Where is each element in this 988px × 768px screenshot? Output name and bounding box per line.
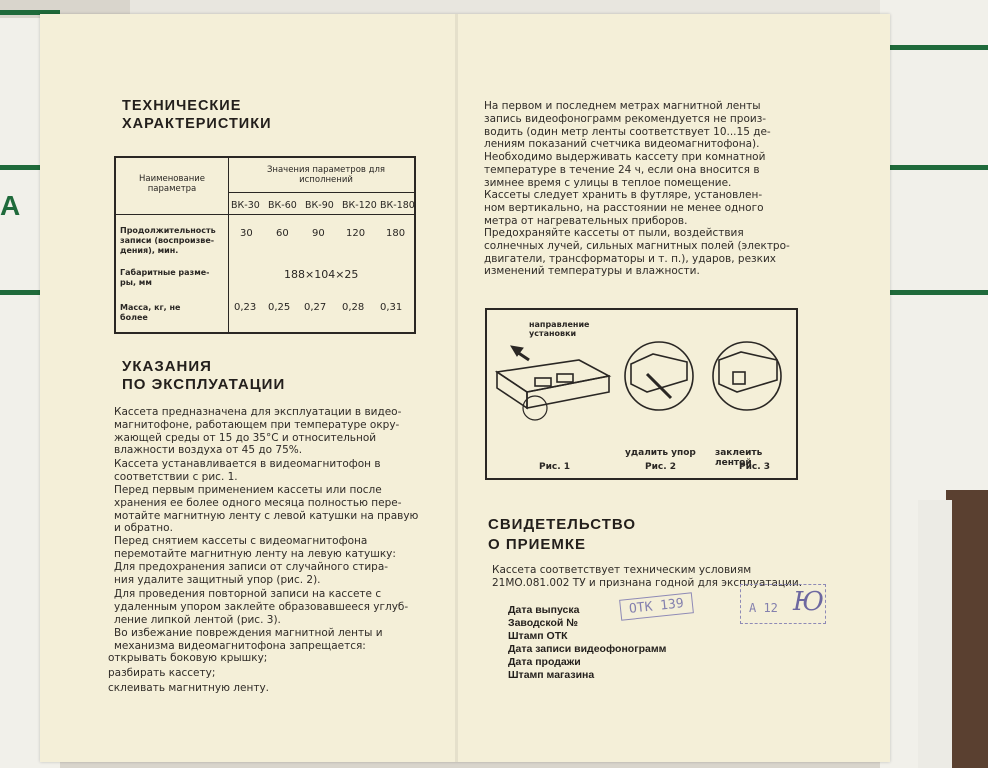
background-stripe bbox=[880, 45, 988, 50]
storage-paragraph: На первом и последнем метрах магнитной ленты запись видеофонограмм рекомендуется не произ- водить (один метр ленты соответствует 10...15 де- лениям показаний счетчика видеомагнитофона). bbox=[484, 100, 771, 151]
version-label: ВК-30 bbox=[231, 200, 260, 211]
storage-paragraph: Кассеты следует хранить в футляре, установлен- ном вертикально, на расстоянии не менее одного метра от нагревательных приборов. bbox=[484, 189, 764, 227]
usage-prohibited-list: открывать боковую крышку; разбирать кассету; склеивать магнитную ленту. bbox=[108, 652, 270, 694]
field-release-date: Дата выпуска bbox=[508, 604, 580, 616]
remove-stop-label: удалить упор bbox=[625, 448, 696, 458]
fig1-caption: Рис. 1 bbox=[539, 462, 571, 472]
duration-value: 180 bbox=[386, 228, 406, 239]
row-label-dimensions: Габаритные разме-ры, мм bbox=[120, 268, 210, 287]
table-divider bbox=[228, 158, 229, 332]
figure-box bbox=[485, 308, 798, 480]
tech-specs-title: ТЕХНИЧЕСКИЕ ХАРАКТЕРИСТИКИ bbox=[122, 98, 272, 132]
usage-paragraph: Перед снятием кассеты с видеомагнитофона перемотайте магнитную ленту на левую катушку: bbox=[114, 535, 396, 560]
certificate-text: Кассета соответствует техническим условиям 21МО.081.002 ТУ и признана годной для эксплуатации. bbox=[492, 564, 803, 589]
specs-table bbox=[114, 156, 416, 334]
wooden-surface bbox=[946, 490, 988, 768]
usage-paragraph: Для проведения повторной записи на кассете с удаленным упором заклейте образовавшееся углуб- ление липкой лентой (рис. 3). bbox=[114, 588, 409, 626]
mass-value: 0,25 bbox=[268, 302, 291, 313]
certificate-title: СВИДЕТЕЛЬСТВО О ПРИЕМКЕ bbox=[488, 516, 636, 553]
fig2-caption: Рис. 2 bbox=[645, 462, 677, 472]
field-store-stamp: Штамп магазина bbox=[508, 669, 595, 681]
mass-value: 0,31 bbox=[380, 302, 403, 313]
storage-paragraph: Необходимо выдерживать кассету при комнатной температуре в течение 24 ч, если она вносится в зимнее время с улицы в теплое помещение. bbox=[484, 151, 766, 189]
field-sale-date: Дата продажи bbox=[508, 656, 581, 668]
version-label: ВК-180 bbox=[380, 200, 415, 211]
duration-value: 120 bbox=[346, 228, 366, 239]
background-stripe bbox=[880, 290, 988, 295]
table-divider bbox=[116, 214, 414, 215]
signature: Ю bbox=[793, 587, 825, 617]
table-values-header: Значения параметров для исполнений bbox=[266, 165, 386, 185]
usage-paragraph: Кассета устанавливается в видеомагнитофон в соответствии с рис. 1. bbox=[114, 458, 381, 483]
direction-label: направление установки bbox=[529, 320, 590, 338]
version-label: ВК-60 bbox=[268, 200, 297, 211]
field-serial-number: Заводской № bbox=[508, 617, 578, 629]
field-recording-date: Дата записи видеофонограмм bbox=[508, 643, 667, 655]
duration-value: 90 bbox=[312, 228, 325, 239]
usage-paragraph: Кассета предназначена для эксплуатации в видео- магнитофоне, работающем при температуре окру- жающей среды от 15 до 35°С и относительной влажности воздуха от 45 до 75%. bbox=[114, 406, 402, 457]
usage-paragraph: Для предохранения записи от случайного стира- ния удалите защитный упор (рис. 2). bbox=[114, 561, 389, 586]
version-label: ВК-120 bbox=[342, 200, 377, 211]
usage-title: УКАЗАНИЯ ПО ЭКСПЛУАТАЦИИ bbox=[122, 358, 286, 393]
mass-value: 0,27 bbox=[304, 302, 327, 313]
date-stamp-text: А 12 bbox=[749, 601, 778, 615]
usage-paragraph: Перед первым применением кассеты или после хранения ее более одного месяца полностью пере- мотайте магнитную ленту с левой катушки на правую и обратно. bbox=[114, 484, 419, 535]
date-stamp bbox=[740, 584, 826, 624]
otk-stamp: ОТК 139 bbox=[619, 592, 694, 620]
direction-arrow bbox=[511, 346, 529, 360]
seal-tape-label: заклеить лентой bbox=[715, 448, 763, 468]
storage-paragraph: Предохраняйте кассеты от пыли, воздействия солнечных лучей, сильных магнитных полей (электро- двигатели, трансформаторы и т. п.), ударов, резких изменений температуры и влажности. bbox=[484, 227, 790, 278]
dimensions-value: 188×104×25 bbox=[284, 268, 359, 281]
usage-paragraph: Во избежание повреждения магнитной ленты и механизма видеомагнитофона запрещается: bbox=[114, 627, 383, 652]
duration-value: 30 bbox=[240, 228, 253, 239]
duration-value: 60 bbox=[276, 228, 289, 239]
cassette-fig1 bbox=[497, 360, 609, 420]
cassette-fig2 bbox=[625, 342, 693, 410]
background-stripe bbox=[880, 165, 988, 170]
background-letter: A bbox=[0, 190, 21, 221]
version-label: ВК-90 bbox=[305, 200, 334, 211]
background-box-cutout bbox=[918, 500, 952, 768]
row-label-duration: Продолжительность записи (воспроизве-дения), мин. bbox=[120, 226, 216, 255]
cassette-fig3 bbox=[713, 342, 781, 410]
table-divider bbox=[228, 192, 414, 193]
fig3-caption: Рис. 3 bbox=[739, 462, 771, 472]
mass-value: 0,23 bbox=[234, 302, 257, 313]
field-otk-stamp: Штамп ОТК bbox=[508, 630, 568, 642]
mass-value: 0,28 bbox=[342, 302, 365, 313]
row-label-mass: Масса, кг, не более bbox=[120, 303, 181, 322]
leaflet-fold bbox=[455, 14, 458, 762]
table-param-header: Наименование параметра bbox=[138, 174, 206, 194]
